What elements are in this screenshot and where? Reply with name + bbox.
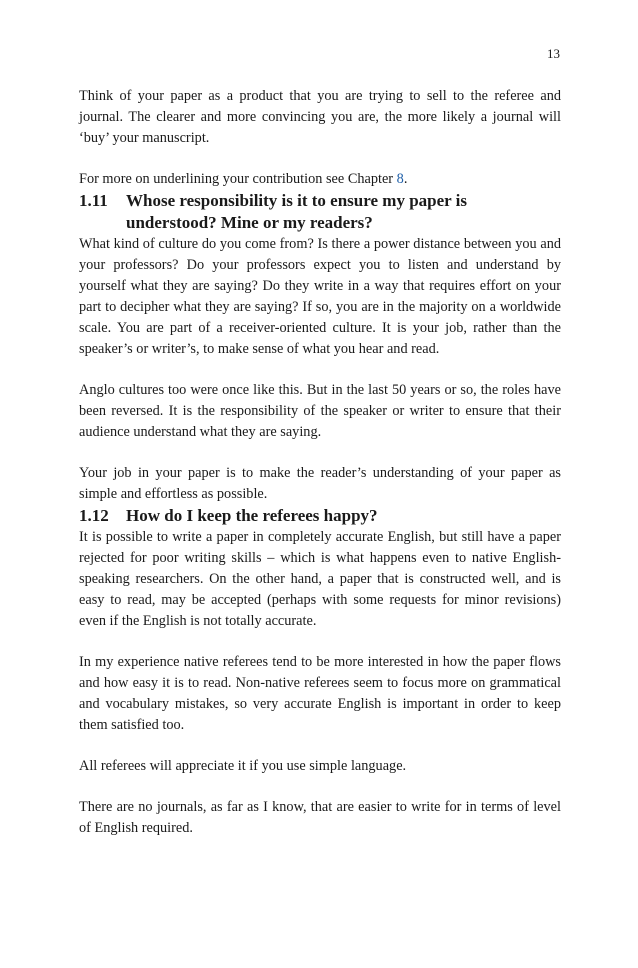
chapter-reference-suffix: .: [403, 171, 408, 187]
section-1-12-paragraph-3: All referees will appreciate it if you use simple language.: [79, 758, 407, 774]
section-title: How do I keep the referees happy?: [126, 506, 378, 525]
page-content: [79, 86, 561, 839]
section-1-11-paragraph-2: Anglo cultures too were once like this. But in the last 50 years or so, the roles have been reversed. It is the responsibility of the speaker or writer to ensure that their audience understand what they are saying.: [79, 382, 561, 440]
chapter-reference-text: For more on underlining your contribution see Chapter: [79, 171, 397, 187]
section-1-11-paragraph-3: Your job in your paper is to make the reader’s understanding of your paper as simple and effortless as possible.: [79, 465, 561, 502]
page-number: 13: [547, 46, 560, 61]
intro-paragraph-2: [79, 169, 561, 190]
section-number: 1.12: [79, 506, 109, 525]
section-1-11-paragraph-1: What kind of culture do you come from? Is there a power distance between you and your professors? Do your professors expect you to listen and understand by yourself what they are saying? Do they write in a way that requires effort on your part to decipher what they are saying? If so, you are in the majority on a worldwide scale. You are part of a receiver-oriented culture. It is your job, rather than the speaker’s or writer’s, to make sense of what you hear and read.: [79, 236, 561, 357]
section-heading-1-11: [79, 190, 561, 234]
intro-paragraph-1: Think of your paper as a product that you are trying to sell to the referee and journal. The clearer and more convincing you are, the more likely a journal will ‘buy’ your manuscript.: [79, 88, 561, 146]
chapter-8-link[interactable]: 8: [396, 171, 404, 187]
section-number: 1.11: [79, 191, 108, 210]
section-1-12-paragraph-2: In my experience native referees tend to be more interested in how the paper flows and how easy it is to read. Non-native referees seem to focus more on grammatical and vocabulary mistakes, so very accurate English is important in order to keep them satisfied too.: [79, 654, 561, 733]
section-heading-1-12: [79, 505, 561, 527]
section-1-12-paragraph-1: It is possible to write a paper in completely accurate English, but still have a paper rejected for poor writing skills – which is what happens even to native English-speaking researchers. On the other hand, a paper that is constructed well, and is easy to read, may be accepted (perhaps with some requests for minor revisions) even if the English is not totally accurate.: [79, 529, 561, 629]
section-1-12-paragraph-4: There are no journals, as far as I know, that are easier to write for in terms of level of English required.: [79, 799, 561, 836]
section-title: Whose responsibility is it to ensure my paper is understood? Mine or my readers?: [126, 191, 467, 232]
